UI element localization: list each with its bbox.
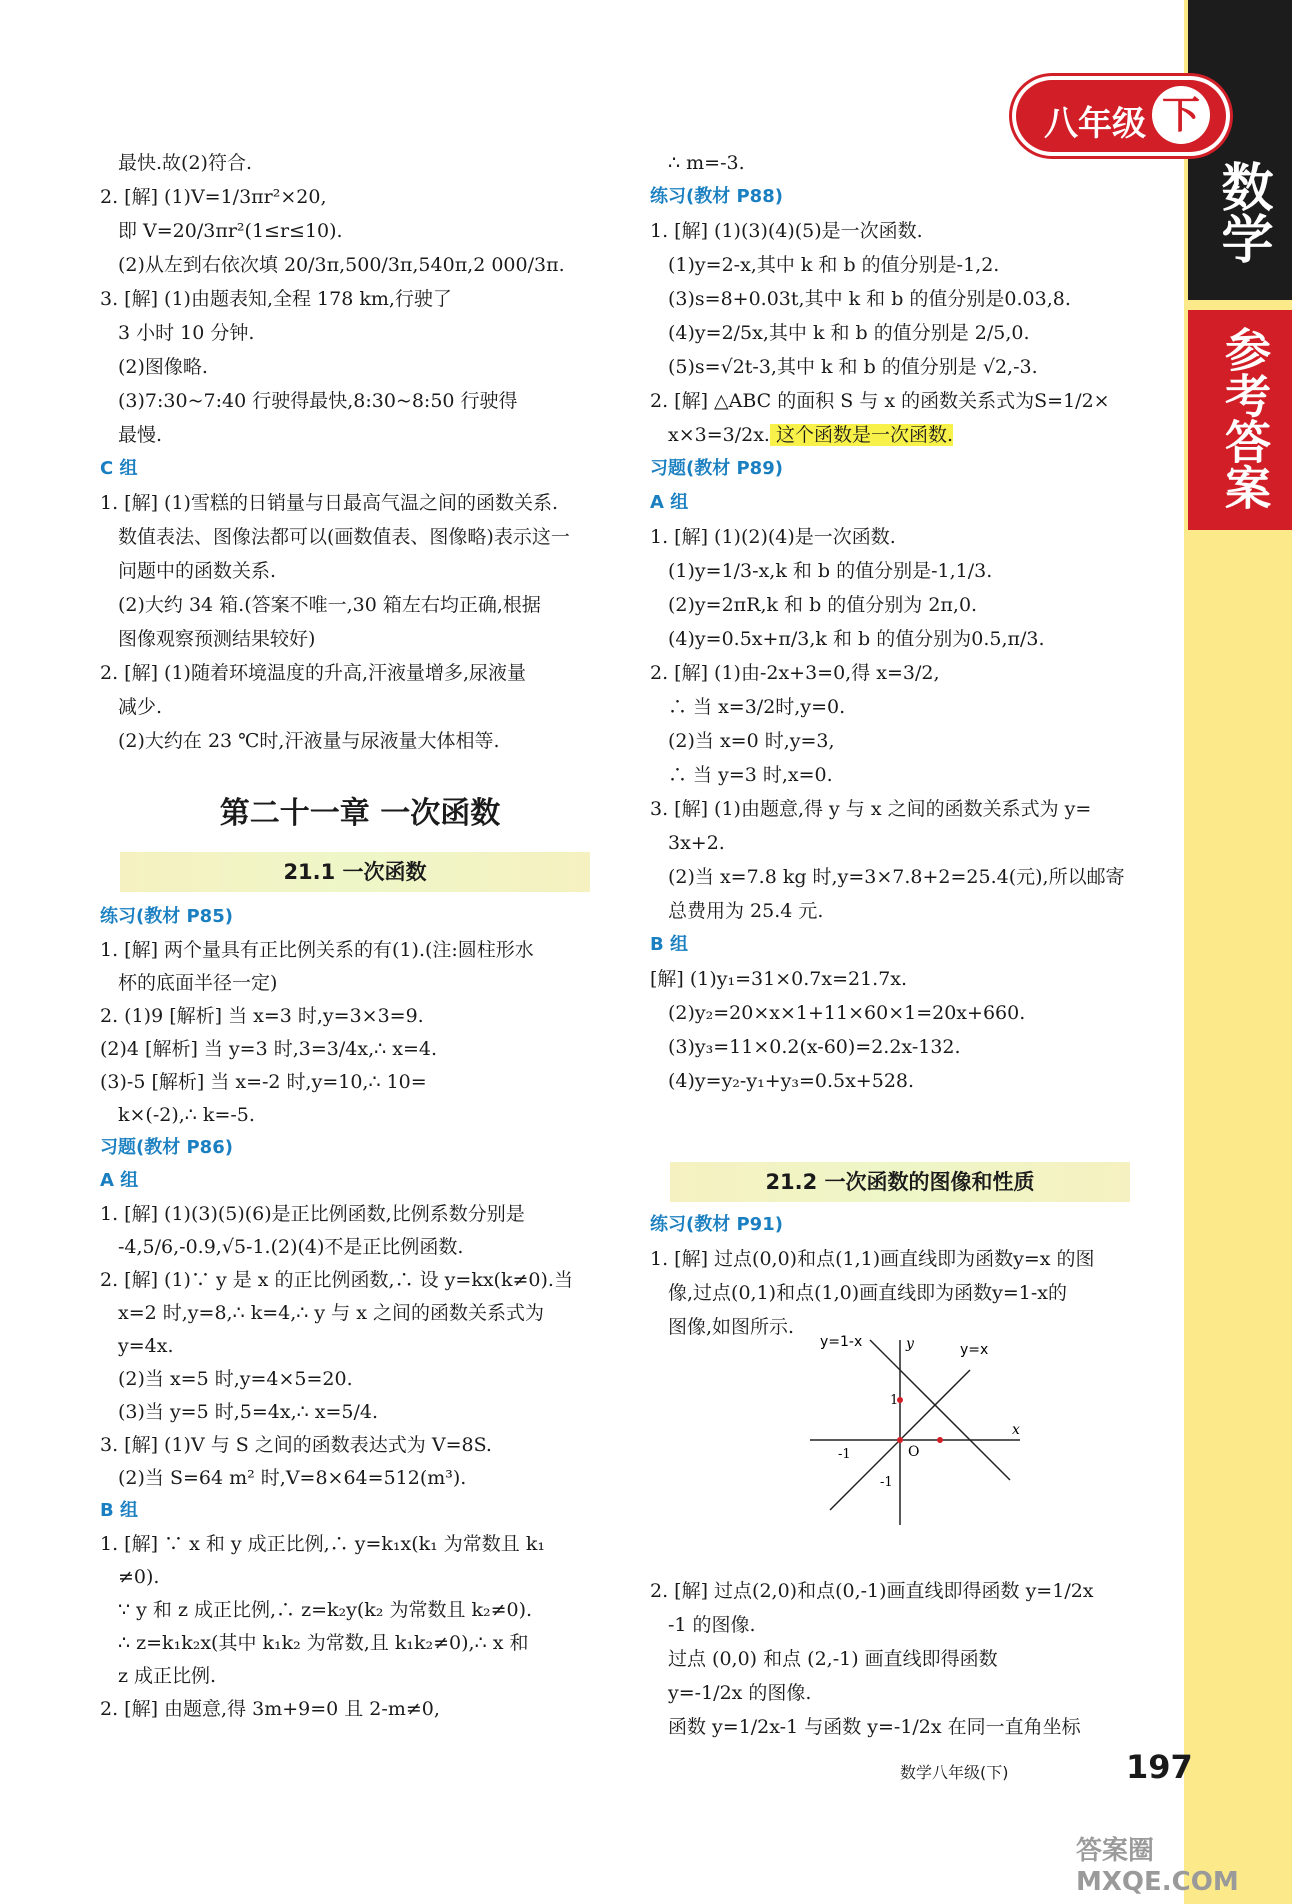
grade-text: 八年级 <box>1044 104 1146 144</box>
text-line: ∴ 当 x=3/2时,y=0. <box>668 696 846 718</box>
text-line: (3)y₃=11×0.2(x-60)=2.2x-132. <box>668 1036 961 1058</box>
text-line: (3)-5 [解析] 当 x=-2 时,y=10,∴ 10= <box>100 1071 427 1093</box>
text-line: A 组 <box>650 492 689 513</box>
label-y-eq-1-minus-x: y=1-x <box>820 1334 863 1350</box>
label-x-axis: x <box>1012 1422 1020 1438</box>
text-line: (4)y=0.5x+π/3,k 和 b 的值分别为0.5,π/3. <box>668 628 1045 650</box>
text-line: 减少. <box>118 696 163 718</box>
text-line: ∴ z=k₁k₂x(其中 k₁k₂ 为常数,且 k₁k₂≠0),∴ x 和 <box>118 1632 529 1654</box>
text-line: x×3=3/2x. 这个函数是一次函数. <box>668 424 954 446</box>
text-line: 最慢. <box>118 424 163 446</box>
text-line: 杯的底面半径一定) <box>118 972 278 994</box>
text-line: 图像,如图所示. <box>668 1316 795 1338</box>
section-banner-left: 21.1 一次函数 <box>120 852 590 892</box>
answer-tab-text: 参考答案 <box>1218 326 1272 510</box>
text-line: 3 小时 10 分钟. <box>118 322 255 344</box>
label-neg-one-y: -1 <box>880 1475 893 1490</box>
answer-tab <box>1188 310 1292 530</box>
text-line: [解] (1)y₁=31×0.7x=21.7x. <box>650 968 908 990</box>
footer-text: 数学八年级(下) <box>900 1763 1009 1782</box>
text-line: 练习(教材 P88) <box>650 186 783 207</box>
text-line: (3)s=8+0.03t,其中 k 和 b 的值分别是0.03,8. <box>668 288 1071 310</box>
subject-tab <box>1188 0 1292 300</box>
text-line: 1. [解] (1)雪糕的日销量与日最高气温之间的函数关系. <box>100 492 558 514</box>
text-line: 练习(教材 P85) <box>100 906 233 927</box>
text-line: B 组 <box>100 1500 138 1521</box>
text-line: 2. (1)9 [解析] 当 x=3 时,y=3×3=9. <box>100 1005 424 1027</box>
text-line: 数值表法、图像法都可以(画数值表、图像略)表示这一 <box>118 526 570 548</box>
text-line: 函数 y=1/2x-1 与函数 y=-1/2x 在同一直角坐标 <box>668 1716 1081 1738</box>
label-y-axis: y <box>906 1336 914 1352</box>
text-line: 总费用为 25.4 元. <box>668 900 824 922</box>
text-line: 像,过点(0,1)和点(1,0)画直线即为函数y=1-x的 <box>668 1282 1068 1304</box>
label-one-y: 1 <box>890 1393 899 1408</box>
point-1-0 <box>937 1437 943 1443</box>
text-line: 3. [解] (1)由题表知,全程 178 km,行驶了 <box>100 288 452 310</box>
page-number: 197 <box>1126 1748 1193 1786</box>
text-line: 1. [解] (1)(3)(4)(5)是一次函数. <box>650 220 923 242</box>
text-line: (2)大约在 23 ℃时,汗液量与尿液量大体相等. <box>118 730 500 752</box>
text-line: k×(-2),∴ k=-5. <box>118 1104 255 1126</box>
text-line: (4)y=y₂-y₁+y₃=0.5x+528. <box>668 1070 915 1092</box>
text-line: (3)当 y=5 时,5=4x,∴ x=5/4. <box>118 1401 379 1423</box>
label-y-eq-x: y=x <box>960 1342 989 1358</box>
text-line: 3. [解] (1)V 与 S 之间的函数表达式为 V=8S. <box>100 1434 492 1456</box>
text-line: (2)y=2πR,k 和 b 的值分别为 2π,0. <box>668 594 978 616</box>
text-line: ∵ y 和 z 成正比例,∴ z=k₂y(k₂ 为常数且 k₂≠0). <box>118 1599 533 1621</box>
text-line: 即 V=20/3πr²(1≤r≤10). <box>118 220 343 242</box>
text-line: 图像观察预测结果较好) <box>118 628 316 650</box>
label-neg-one-x: -1 <box>838 1447 851 1462</box>
text-line: -4,5/6,-0.9,√5-1.(2)(4)不是正比例函数. <box>118 1236 464 1258</box>
text-line: 练习(教材 P91) <box>650 1214 783 1235</box>
text-line: 2. [解] (1)V=1/3πr²×20, <box>100 186 327 208</box>
highlighted-text: 这个函数是一次函数. <box>769 424 954 446</box>
text-line: 1. [解] ∵ x 和 y 成正比例,∴ y=k₁x(k₁ 为常数且 k₁ <box>100 1533 545 1555</box>
text-line: 1. [解] (1)(3)(5)(6)是正比例函数,比例系数分别是 <box>100 1203 525 1225</box>
text-line: ∴ m=-3. <box>668 152 745 174</box>
text-line: 过点 (0,0) 和点 (2,-1) 画直线即得函数 <box>668 1648 998 1670</box>
text-line: (3)7:30~7:40 行驶得最快,8:30~8:50 行驶得 <box>118 390 518 412</box>
text-line: 3x+2. <box>668 832 725 854</box>
label-origin: O <box>908 1444 920 1460</box>
text-line: -1 的图像. <box>668 1614 756 1636</box>
text-line: 最快.故(2)符合. <box>118 152 252 174</box>
text-line: y=4x. <box>118 1335 174 1357</box>
text-line: (2)当 x=7.8 kg 时,y=3×7.8+2=25.4(元),所以邮寄 <box>668 866 1125 888</box>
subject-tab-text: 数学 <box>1212 160 1272 264</box>
text-line: 问题中的函数关系. <box>118 560 277 582</box>
text-line: 1. [解] 过点(0,0)和点(1,1)画直线即为函数y=x 的图 <box>650 1248 1095 1270</box>
text-line: (2)大约 34 箱.(答案不唯一,30 箱左右均正确,根据 <box>118 594 541 616</box>
text-line: (1)y=2-x,其中 k 和 b 的值分别是-1,2. <box>668 254 1000 276</box>
text-line: 2. [解] (1)∵ y 是 x 的正比例函数,∴ 设 y=kx(k≠0).当 <box>100 1269 573 1291</box>
text-line: y=-1/2x 的图像. <box>668 1682 812 1704</box>
text-line: x=2 时,y=8,∴ k=4,∴ y 与 x 之间的函数关系式为 <box>118 1302 544 1324</box>
text-line: C 组 <box>100 458 138 479</box>
watermark: 答案圈 MXQE.COM <box>1076 1836 1239 1897</box>
line-y-eq-1-minus-x <box>870 1340 1010 1480</box>
text-line: (2)图像略. <box>118 356 208 378</box>
text-line: 3. [解] (1)由题意,得 y 与 x 之间的函数关系式为 y= <box>650 798 1092 820</box>
text-line: 习题(教材 P86) <box>100 1137 233 1158</box>
text-line: z 成正比例. <box>118 1665 217 1687</box>
text-line: 习题(教材 P89) <box>650 458 783 479</box>
chapter-title: 第二十一章 一次函数 <box>219 796 501 831</box>
text-line: 2. [解] 由题意,得 3m+9=0 且 2-m≠0, <box>100 1698 440 1720</box>
text-line: ∴ 当 y=3 时,x=0. <box>668 764 833 786</box>
text-line: (4)y=2/5x,其中 k 和 b 的值分别是 2/5,0. <box>668 322 1030 344</box>
linear-graph <box>800 1330 1030 1530</box>
text-line: (2)当 S=64 m² 时,V=8×64=512(m³). <box>118 1467 467 1489</box>
text-line: (2)当 x=0 时,y=3, <box>668 730 835 752</box>
text-line: (1)y=1/3-x,k 和 b 的值分别是-1,1/3. <box>668 560 993 582</box>
text-line: B 组 <box>650 934 688 955</box>
point-origin <box>897 1437 903 1443</box>
text-line: 1. [解] 两个量具有正比例关系的有(1).(注:圆柱形水 <box>100 939 534 961</box>
text-line: 1. [解] (1)(2)(4)是一次函数. <box>650 526 896 548</box>
text-line: 2. [解] 过点(2,0)和点(0,-1)画直线即得函数 y=1/2x <box>650 1580 1094 1602</box>
text-line: (5)s=√2t-3,其中 k 和 b 的值分别是 √2,-3. <box>668 356 1038 378</box>
term-circle: 下 <box>1152 86 1210 144</box>
text-line: (2)y₂=20×x×1+11×60×1=20x+660. <box>668 1002 1026 1024</box>
text-line: A 组 <box>100 1170 139 1191</box>
text-line: (2)从左到右依次填 20/3π,500/3π,540π,2 000/3π. <box>118 254 565 276</box>
section-banner-right: 21.2 一次函数的图像和性质 <box>670 1162 1130 1202</box>
text-line: (2)4 [解析] 当 y=3 时,3=3/4x,∴ x=4. <box>100 1038 437 1060</box>
text-line: ≠0). <box>118 1566 160 1588</box>
grade-badge <box>1016 80 1226 152</box>
text-line: (2)当 x=5 时,y=4×5=20. <box>118 1368 353 1390</box>
text-line: 2. [解] △ABC 的面积 S 与 x 的函数关系式为S=1/2× <box>650 390 1110 412</box>
text-line: 2. [解] (1)由-2x+3=0,得 x=3/2, <box>650 662 940 684</box>
text-line: 2. [解] (1)随着环境温度的升高,汗液量增多,尿液量 <box>100 662 527 684</box>
